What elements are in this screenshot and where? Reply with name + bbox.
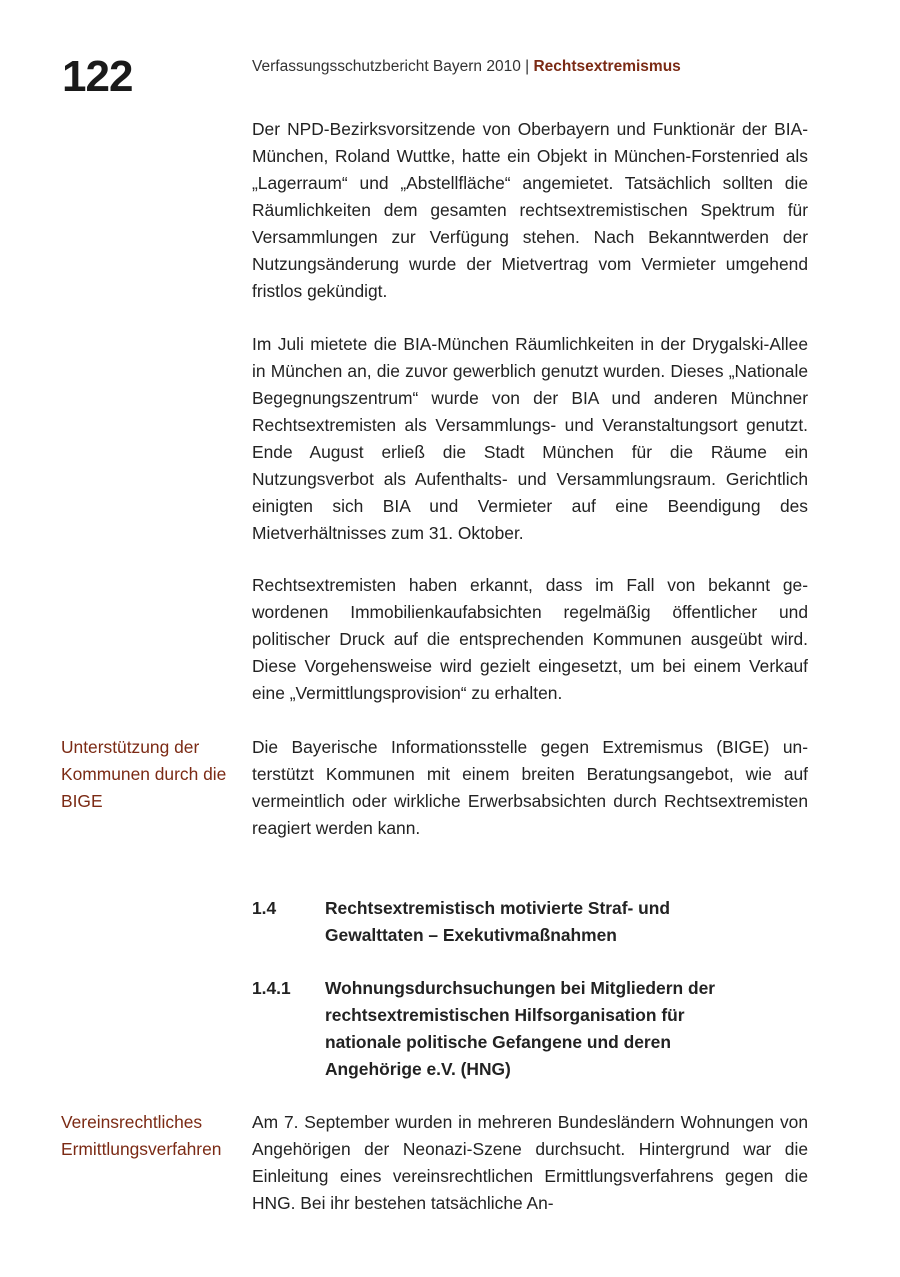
heading-title: Wohnungsdurchsuchungen bei Mitgliedern der rechtsextremistischen Hilfsorganisation für nationale politische Gefangene und deren Angehörige e.V. (HNG)	[325, 978, 716, 1079]
margin-note-ermittlungsverfahren: Vereinsrechtliches Ermittlungsverfahren	[61, 1112, 222, 1159]
section-heading-1-4-1	[252, 975, 808, 1083]
paragraph-begegnungszentrum: Im Juli mietete die BIA-München Räumlichkeiten in der Drygalski-Allee in München an, die zuvor gewerblich genutzt wurden. Dieses „Nationale Begegnungszentrum“ wurde von der BIA und anderen Münchner Rechtsextremisten als Versammlungs- und Veranstaltungsort genutzt. Ende August erließ die Stadt München für die Räume ein Nutzungsverbot als Aufenthalts- und Versammlungsraum. Gerichtlich einigten sich BIA und Vermieter auf eine Beendigung des Mietverhältnisses zum 31. Oktober.	[252, 334, 808, 543]
publication-title: Verfassungsschutzbericht Bayern 2010 |	[252, 58, 534, 75]
section-title: Rechtsextremismus	[533, 58, 681, 75]
paragraph-hng: Am 7. September wurden in mehreren Bundesländern Wohnungen von Angehörigen der Neonazi-Szene durchsucht. Hintergrund war die Einleitung eines vereinsrechtlichen Ermittlungsverfahrens gegen die HNG. Bei ihr bestehen tatsächliche An-	[252, 1112, 808, 1213]
heading-number: 1.4.1	[252, 978, 291, 998]
margin-note-bige: Unterstützung der Kommunen durch die BIGE	[61, 737, 227, 811]
page-number: 122	[62, 52, 133, 101]
heading-number: 1.4	[252, 898, 277, 918]
heading-title: Rechtsextremistisch motivierte Straf- und Gewalttaten – Exekutivmaßnahmen	[325, 898, 671, 945]
paragraph-bige: Die Bayerische Informationsstelle gegen Extremismus (BIGE) unterstützt Kommunen mit einem breiten Beratungsangebot, wie auf vermeintlich oder wirkliche Erwerbsabsichten durch Rechtsextremisten reagiert werden kann.	[252, 737, 808, 838]
paragraph-vermittlungsprovision: Rechtsextremisten haben erkannt, dass im Fall von bekannt gewordenen Immobilienkaufabsichten regelmäßig öffentlicher und politischer Druck auf die entsprechenden Kommunen ausgeübt wird. Diese Vorgehensweise wird gezielt eingesetzt, um bei einem Verkauf eine „Vermittlungsprovision“ zu erhalten.	[252, 575, 808, 703]
running-header	[252, 58, 681, 76]
section-heading-1-4	[252, 895, 808, 949]
paragraph-lagerraum: Der NPD-Bezirksvorsitzende von Oberbayern und Funktionär der BIA-München, Roland Wuttke, hatte ein Objekt in München-Forstenried als „Lagerraum“ und „Abstellfläche“ angemietet. Tatsächlich sollten die Räumlichkeiten dem gesamten rechtsextremistischen Spektrum für Versammlungen zur Verfügung stehen. Nach Bekanntwerden der Nutzungsänderung wurde der Mietvertrag vom Vermieter umgehend fristlos gekündigt.	[252, 119, 808, 301]
